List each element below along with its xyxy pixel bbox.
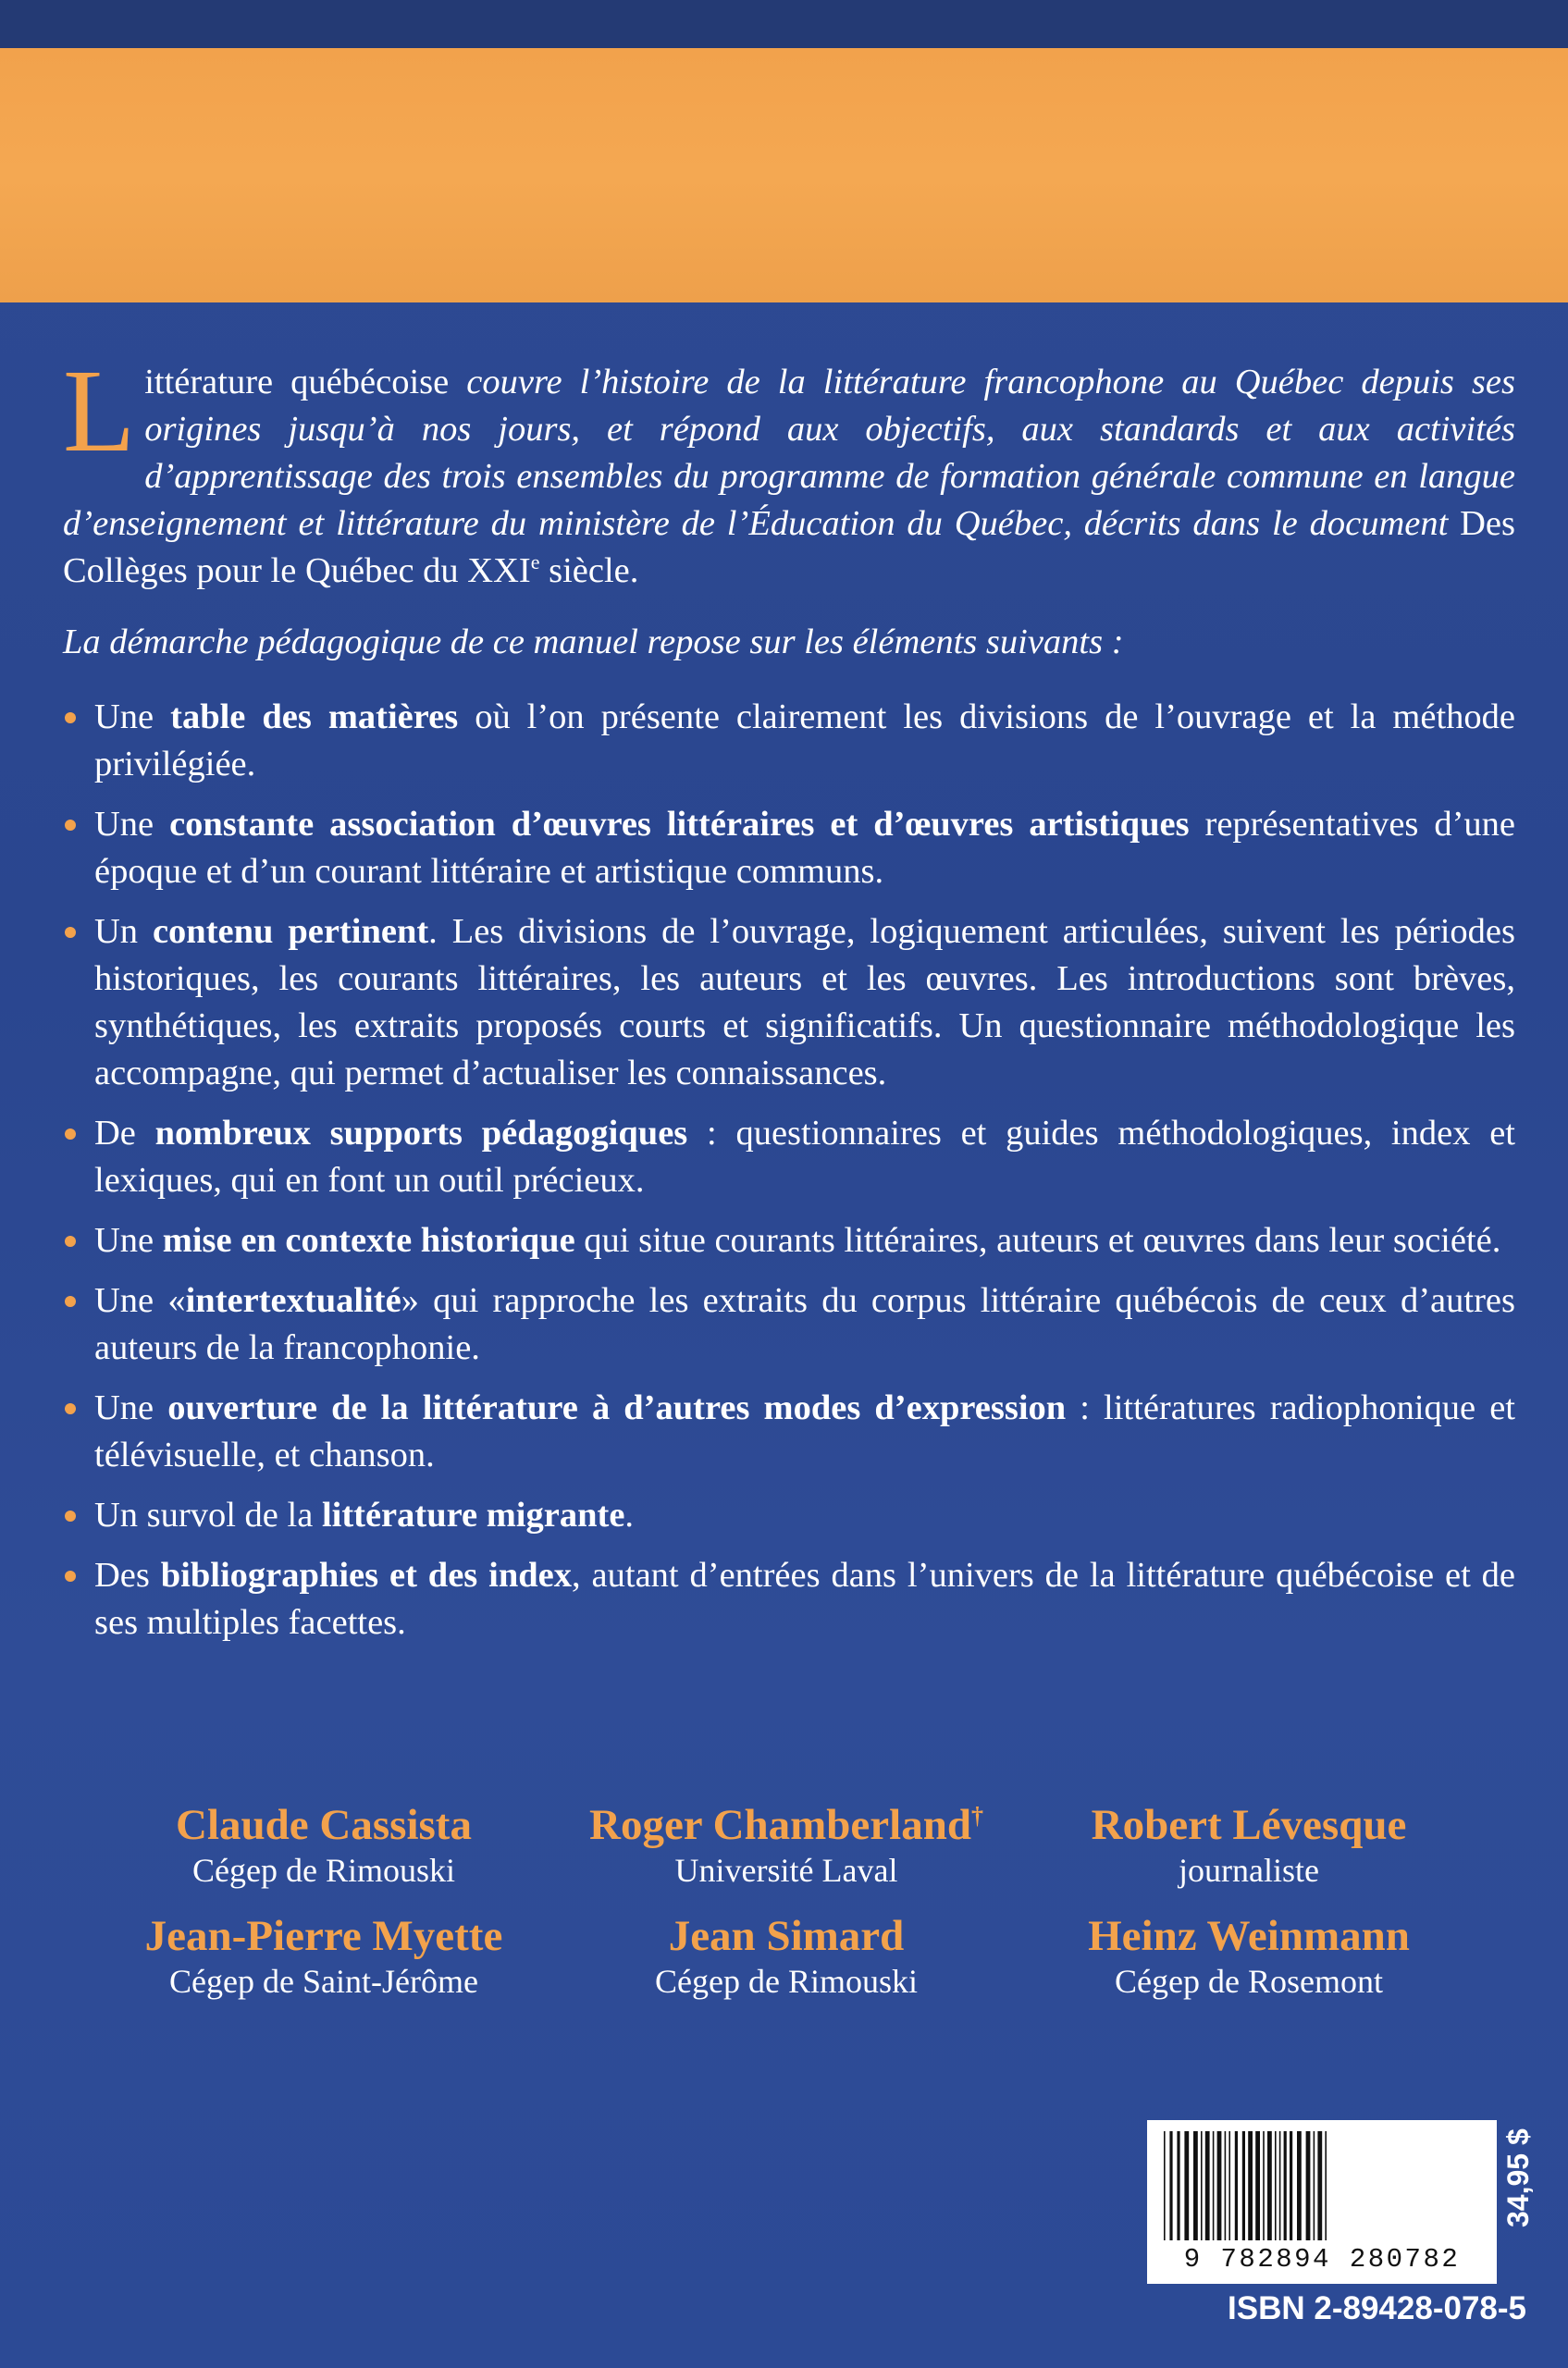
bullet-icon	[65, 820, 76, 831]
author-affiliation: Cégep de Rosemont	[1115, 1963, 1383, 2000]
bullet-icon	[65, 1511, 76, 1522]
barcode-bar	[1297, 2131, 1302, 2240]
barcode-bar	[1217, 2131, 1222, 2240]
barcode-bar	[1205, 2131, 1210, 2240]
author-name: Claude Cassista	[176, 1801, 472, 1849]
list-item: Une «intertextualité» qui rapproche les extraits du corpus littéraire québécois de ceux d’autres auteurs de la francophonie.	[63, 1277, 1515, 1372]
barcode-bar	[1255, 2131, 1260, 2240]
author-card	[1027, 1910, 1471, 2001]
top-edge	[0, 0, 1568, 48]
barcode-bar	[1325, 2131, 1327, 2240]
list-item: Un survol de la littérature migrante.	[63, 1492, 1515, 1539]
document-title: Des Collèges pour le Québec du XXI	[63, 504, 1515, 590]
orange-band	[0, 48, 1568, 302]
intro-text: couvre l’histoire de la littérature francophone au Québec depuis ses origines jusqu’à nos jours, et répond aux objectifs, aux standards et aux activités d’apprentissage des trois ensembles du programme de formation générale commune en langue d’enseignement et littérature du ministère de l’Éducation du Québec, décrits dans le document	[63, 363, 1515, 543]
barcode-bar	[1201, 2131, 1203, 2240]
bullet-icon	[65, 712, 76, 723]
bullet-icon	[65, 1128, 76, 1140]
list-item: Une mise en contexte historique qui situe courants littéraires, auteurs et œuvres dans leur société.	[63, 1217, 1515, 1264]
bullet-icon	[65, 927, 76, 938]
author-card	[1027, 1799, 1471, 1890]
author-name: Robert Lévesque	[1091, 1801, 1407, 1849]
lead-sentence: La démarche pédagogique de ce manuel repose sur les éléments suivants :	[63, 623, 1124, 661]
document-title-end: siècle.	[539, 551, 639, 590]
author-name: Jean Simard	[668, 1912, 905, 1960]
barcode-bar	[1275, 2131, 1277, 2240]
barcode-bar	[1177, 2131, 1179, 2240]
list-item: Des bibliographies et des index, autant d’entrées dans l’univers de la littérature québécoise et de ses multiples facettes.	[63, 1552, 1515, 1646]
barcode-bar	[1267, 2131, 1272, 2240]
list-item: De nombreux supports pédagogiques : questionnaires et guides méthodologiques, index et lexiques, qui en font un outil précieux.	[63, 1110, 1515, 1204]
author-name: Roger Chamberland†	[589, 1801, 983, 1849]
barcode-bar	[1164, 2131, 1166, 2240]
author-name: Jean-Pierre Myette	[144, 1912, 503, 1960]
author-card	[102, 1910, 546, 2001]
author-affiliation: Université Laval	[674, 1852, 898, 1889]
list-item: Un contenu pertinent. Les divisions de l’ouvrage, logiquement articulées, suivent les périodes historiques, les courants littéraires, les auteurs et les œuvres. Les introductions sont brèves, synthétiques, les extraits proposés courts et significatifs. Un questionnaire méthodologique les accompagne, qui permet d’actualiser les connaissances.	[63, 908, 1515, 1097]
bullet-icon	[65, 1236, 76, 1247]
price: 34,95 $	[1501, 2128, 1535, 2228]
authors-grid	[102, 1799, 1471, 2001]
barcode	[1160, 2131, 1484, 2240]
barcode-bar	[1225, 2131, 1227, 2240]
author-card	[102, 1799, 546, 1890]
bullet-icon	[65, 1296, 76, 1307]
barcode-bar	[1290, 2131, 1292, 2240]
list-item: Une ouverture de la littérature à d’autres modes d’expression : littératures radiophonique et télévisuelle, et chanson.	[63, 1385, 1515, 1479]
barcode-bar	[1213, 2131, 1215, 2240]
barcode-bar	[1248, 2131, 1253, 2240]
intro-paragraph	[63, 345, 1515, 595]
author-affiliation: Cégep de Rimouski	[655, 1963, 918, 2000]
author-affiliation: Cégep de Saint-Jérôme	[169, 1963, 478, 2000]
barcode-bar	[1306, 2131, 1311, 2240]
barcode-bar	[1279, 2131, 1281, 2240]
barcode-bar	[1169, 2131, 1172, 2240]
author-name: Heinz Weinmann	[1088, 1912, 1410, 1960]
author-card	[546, 1910, 1027, 2001]
barcode-bar	[1317, 2131, 1322, 2240]
author-affiliation: Cégep de Rimouski	[192, 1852, 455, 1889]
feature-list	[63, 694, 1515, 1646]
barcode-bar	[1242, 2131, 1245, 2240]
barcode-label	[1147, 2120, 1497, 2284]
isbn: ISBN 2-89428-078-5	[1228, 2290, 1526, 2326]
document-title-sup: e	[530, 550, 540, 574]
barcode-bar	[1184, 2131, 1189, 2240]
book-title: ittérature québécoise	[144, 363, 450, 401]
barcode-bar	[1284, 2131, 1287, 2240]
main-text	[63, 345, 1516, 1659]
barcode-bar	[1314, 2131, 1315, 2240]
bullet-icon	[65, 1403, 76, 1414]
barcode-bar	[1228, 2131, 1230, 2240]
author-affiliation: journaliste	[1179, 1852, 1319, 1889]
dagger-mark: †	[971, 1802, 983, 1830]
list-item: Une constante association d’œuvres littéraires et d’œuvres artistiques représentatives d’une époque et d’un courant littéraire et artistique communs.	[63, 801, 1515, 895]
barcode-bar	[1235, 2131, 1238, 2240]
dropcap: L	[63, 345, 136, 476]
barcode-bar	[1263, 2131, 1265, 2240]
barcode-digits: 9 782894 280782	[1183, 2244, 1461, 2275]
barcode-bar	[1193, 2131, 1198, 2240]
author-card	[546, 1799, 1027, 1890]
list-item: Une table des matières où l’on présente clairement les divisions de l’ouvrage et la méthode privilégiée.	[63, 694, 1515, 788]
bullet-icon	[65, 1571, 76, 1582]
